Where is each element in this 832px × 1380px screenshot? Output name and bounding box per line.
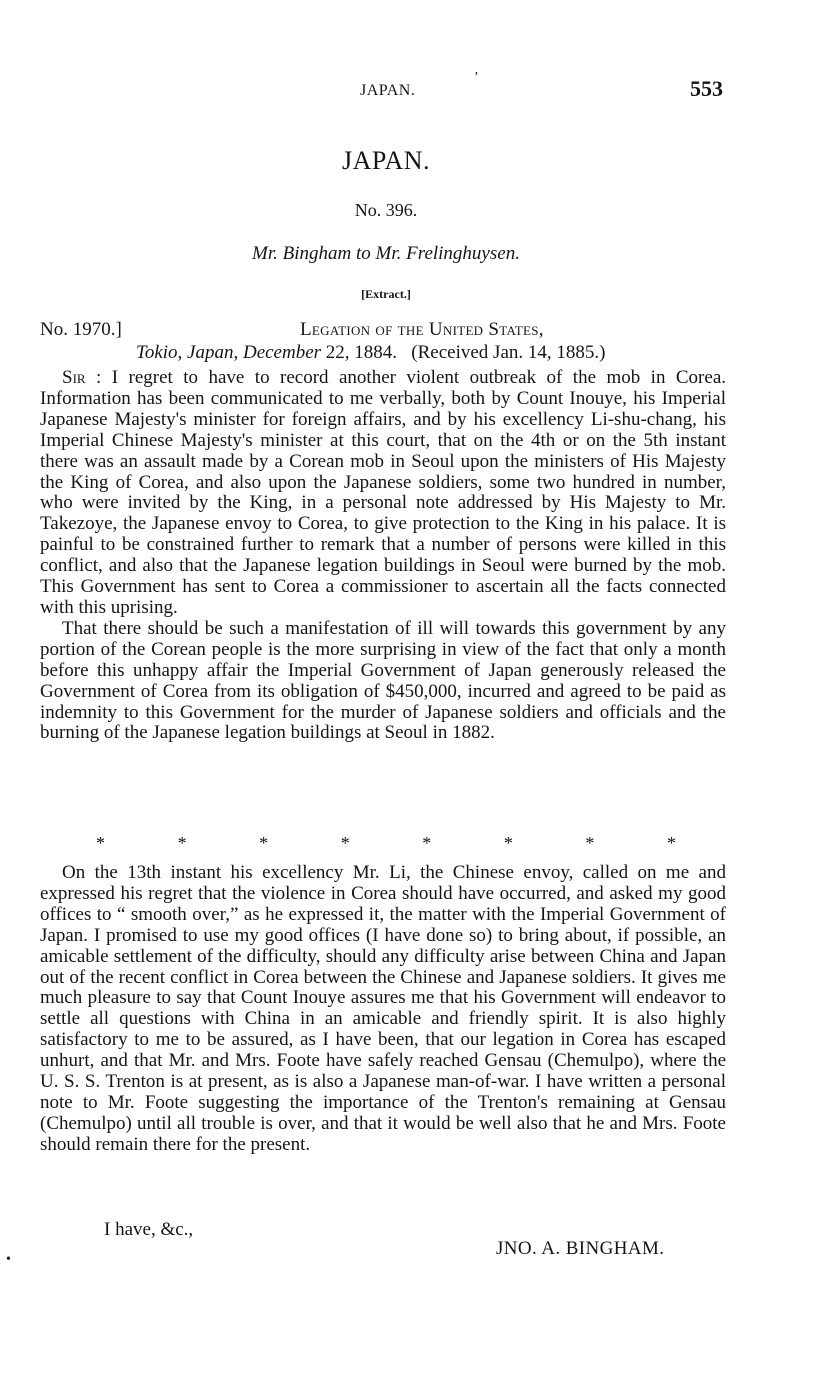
- letter-body-part-2: [40, 863, 726, 1156]
- margin-ink-dot: •: [6, 1252, 11, 1267]
- document-number: No. 396.: [354, 200, 418, 220]
- date-month: December: [242, 342, 322, 363]
- paragraph-3: On the 13th instant his excellency Mr. Li, the Chinese envoy, called on me and expressed his regret that the violence in Corea should have occurred, and asked my good offices to “ smooth over,” as he expressed it, the matter with the Imperial Government of Japan. I promised to use my good offices (I have done so) to bring about, if possible, an amicable settlement of the difficulty, should any difficulty arise between China and Japan out of the recent conflict in Corea between the Chinese and Japanese soldiers. It gives me much pleasure to say that Count Inouye assures me that his Government will endeavor to settle all questions with China in an amicable and friendly spirit. It is also highly satisfactory to me to be assured, as I have been, that our legation in Corea has escaped unhurt, and that Mr. and Mrs. Foote have safely reached Gensau (Chemulpo), where the U. S. S. Trenton is at present, as is also a Japanese man-of-war. I have written a personal note to Mr. Foote suggesting the importance of the Trenton's remaining at Gensau (Chemulpo) until all trouble is over, and that it would be well also that he and Mrs. Foote should remain there for the present.: [40, 862, 726, 1155]
- running-head-title: JAPAN.: [360, 82, 416, 99]
- section-title: JAPAN.: [341, 146, 431, 175]
- extract-note: [Extract.]: [361, 287, 411, 301]
- date-day-year: 22, 1884.: [325, 342, 398, 363]
- asterisk: *: [340, 833, 350, 853]
- paragraph-2: That there should be such a manifestation of ill will towards this government by any portion of the Corean people is the more surprising in view of the fact that only a month before this unhappy affair the Imperial Government of Japan generously released the Government of Corea from its obligation of $450,000, incurred and agreed to be paid as indemnity to this Government for the murder of Japanese soldiers and officials and the burning of the Japanese legation buildings at Seoul in 1882.: [40, 617, 726, 744]
- asterisk: *: [666, 833, 676, 853]
- letter-body-part-1: [40, 368, 726, 744]
- asterisk: *: [422, 833, 432, 853]
- salutation: Sir :: [62, 367, 102, 388]
- received-date: (Received Jan. 14, 1885.): [411, 342, 606, 363]
- signature: JNO. A. BINGHAM.: [496, 1238, 665, 1259]
- stray-ink-mark: ʼ: [474, 70, 479, 85]
- dateline: [40, 318, 740, 364]
- despatch-number: No. 1970.]: [40, 319, 122, 340]
- paragraph-1: [40, 368, 726, 619]
- legation-name: Legation of the United States,: [300, 319, 544, 340]
- asterisk: *: [177, 833, 187, 853]
- asterisk: *: [96, 833, 105, 853]
- page-number: 553: [690, 76, 723, 101]
- paragraph-1-text: I regret to have to record another violent outbreak of the mob in Corea. Information has been communicated to me verbally, both by Count Inouye, his Imperial Japanese Majesty's minister for foreign affairs, and by his excellency Li-shu-chang, his Imperial Chinese Majesty's minister at this court, that on the 4th or on the 5th instant there was an assault made by a Corean mob in Seoul upon the ministers of His Majesty the King of Corea, and also upon the Japanese soldiers, some two hundred in number, who were invited by the King, in a personal note addressed by His Majesty to Mr. Takezoye, the Japanese envoy to Corea, to give protection to the King in his palace. It is painful to be constrained further to remark that a number of persons were killed in this conflict, and also that the Japanese legation buildings in Seoul were burned by the mob. This Government has sent to Corea a commissioner to ascertain all the facts connected with this uprising.: [40, 367, 727, 618]
- place: Tokio, Japan,: [136, 342, 239, 363]
- omission-marks: [96, 833, 676, 855]
- asterisk: *: [503, 833, 513, 853]
- closing: I have, &c.,: [104, 1219, 194, 1240]
- asterisk: *: [259, 833, 269, 853]
- running-head: [0, 70, 832, 106]
- asterisk: *: [585, 833, 595, 853]
- place-and-date: [136, 341, 605, 364]
- document-heading: Mr. Bingham to Mr. Frelinghuysen.: [252, 243, 520, 264]
